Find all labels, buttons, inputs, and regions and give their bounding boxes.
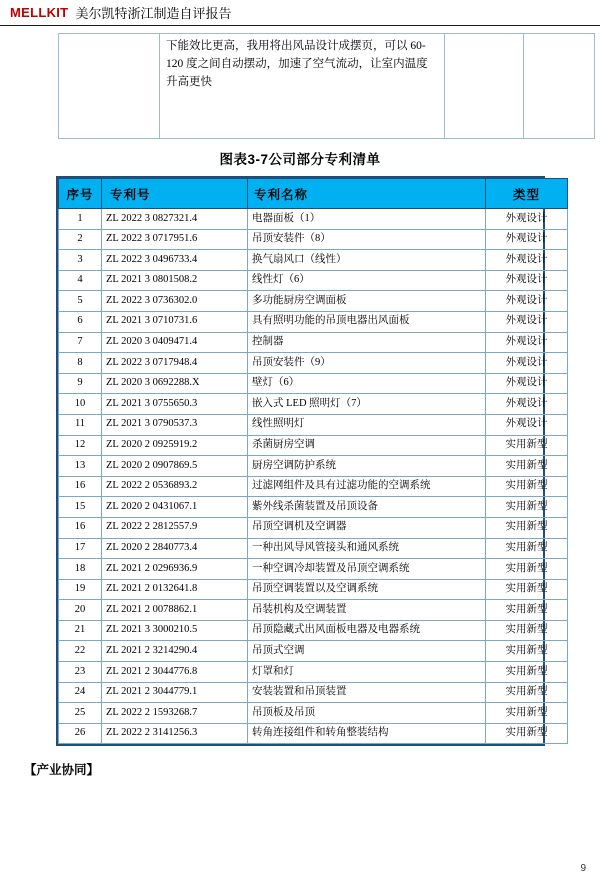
cell-number: ZL 2022 3 0717948.4 [102,353,248,374]
cell-no: 21 [59,620,102,641]
table-row [59,209,568,230]
cell-type: 实用新型 [486,579,568,600]
cell-no: 18 [59,559,102,580]
table-row [59,332,568,353]
cell-type: 实用新型 [486,435,568,456]
cell-name: 嵌入式 LED 照明灯（7） [248,394,486,415]
cell-number: ZL 2021 3 0755650.3 [102,394,248,415]
table-row [59,579,568,600]
cell-number: ZL 2021 2 3214290.4 [102,641,248,662]
cell-no: 11 [59,414,102,435]
cell-type: 实用新型 [486,600,568,621]
cell-no: 24 [59,682,102,703]
cell-type: 外观设计 [486,311,568,332]
section-tag: 【产业协同】 [24,763,100,777]
brand-logo: MELLKIT [10,5,69,20]
cell-name: 线性灯（6） [248,270,486,291]
cell-type: 外观设计 [486,394,568,415]
cell-type: 外观设计 [486,414,568,435]
cell-name: 灯罩和灯 [248,662,486,683]
table-row [59,497,568,518]
cell-name: 安装装置和吊顶装置 [248,682,486,703]
continued-cell-a [59,34,160,139]
cell-type: 实用新型 [486,476,568,497]
cell-name: 吊顶式空调 [248,641,486,662]
cell-name: 厨房空调防护系统 [248,456,486,477]
cell-number: ZL 2021 2 3044779.1 [102,682,248,703]
cell-number: ZL 2020 2 0925919.2 [102,435,248,456]
cell-no: 6 [59,311,102,332]
continued-cell-b: 下能效比更高，我用将出风品设计成摆页，可以 60-120 度之间自动摆动，加速了空气流动，让室内温度升高更快 [160,34,445,139]
cell-number: ZL 2021 2 3044776.8 [102,662,248,683]
cell-no: 22 [59,641,102,662]
cell-number: ZL 2021 2 0296936.9 [102,559,248,580]
cell-name: 吊顶板及吊顶 [248,703,486,724]
cell-no: 23 [59,662,102,683]
cell-no: 20 [59,600,102,621]
cell-type: 实用新型 [486,662,568,683]
cell-number: ZL 2022 3 0717951.6 [102,229,248,250]
cell-no: 1 [59,209,102,230]
cell-no: 4 [59,270,102,291]
table-row [59,662,568,683]
cell-number: ZL 2022 2 1593268.7 [102,703,248,724]
table-row [59,34,595,139]
table-row [59,476,568,497]
patent-table-container [56,176,548,746]
cell-number: ZL 2020 2 0907869.5 [102,456,248,477]
cell-name: 过滤网组件及具有过滤功能的空调系统 [248,476,486,497]
cell-number: ZL 2021 3 0801508.2 [102,270,248,291]
cell-name: 吊顶空调机及空调器 [248,517,486,538]
cell-number: ZL 2021 2 0078862.1 [102,600,248,621]
cell-type: 实用新型 [486,517,568,538]
cell-no: 13 [59,456,102,477]
cell-number: ZL 2020 3 0409471.4 [102,332,248,353]
table-row [59,435,568,456]
cell-number: ZL 2022 3 0827321.4 [102,209,248,230]
cell-type: 外观设计 [486,229,568,250]
cell-name: 吊顶隐藏式出风面板电器及电器系统 [248,620,486,641]
column-header-no: 序号 [59,179,102,209]
cell-type: 实用新型 [486,620,568,641]
table-header-row [59,179,568,209]
cell-number: ZL 2020 2 2840773.4 [102,538,248,559]
column-header-name: 专利名称 [248,179,486,209]
continued-cell-c [445,34,524,139]
cell-name: 具有照明功能的吊顶电器出风面板 [248,311,486,332]
cell-no: 7 [59,332,102,353]
cell-name: 一种空调冷却装置及吊顶空调系统 [248,559,486,580]
table-row [59,517,568,538]
cell-name: 换气扇风口（线性） [248,250,486,271]
table-row [59,311,568,332]
cell-name: 电器面板（1） [248,209,486,230]
cell-type: 外观设计 [486,250,568,271]
cell-name: 吊顶安装件（9） [248,353,486,374]
cell-type: 实用新型 [486,456,568,477]
cell-type: 实用新型 [486,723,568,744]
cell-type: 实用新型 [486,682,568,703]
column-header-type: 类型 [486,179,568,209]
table-row [59,620,568,641]
cell-number: ZL 2022 2 0536893.2 [102,476,248,497]
header-title: 美尔凯特浙江制造自评报告 [75,6,232,21]
patent-table-head [59,179,568,209]
cell-type: 外观设计 [486,332,568,353]
cell-no: 15 [59,497,102,518]
cell-type: 外观设计 [486,270,568,291]
table-row [59,229,568,250]
cell-type: 外观设计 [486,373,568,394]
cell-name: 多功能厨房空调面板 [248,291,486,312]
column-header-number: 专利号 [102,179,248,209]
cell-type: 实用新型 [486,559,568,580]
cell-no: 17 [59,538,102,559]
cell-number: ZL 2020 2 0431067.1 [102,497,248,518]
cell-name: 紫外线杀菌装置及吊顶设备 [248,497,486,518]
cell-type: 实用新型 [486,538,568,559]
cell-number: ZL 2022 3 0496733.4 [102,250,248,271]
page-number: 9 [580,863,586,874]
cell-type: 实用新型 [486,497,568,518]
cell-no: 3 [59,250,102,271]
table-row [59,373,568,394]
table-row [59,414,568,435]
cell-name: 杀菌厨房空调 [248,435,486,456]
cell-no: 19 [59,579,102,600]
table-row [59,682,568,703]
cell-number: ZL 2021 2 0132641.8 [102,579,248,600]
cell-type: 外观设计 [486,291,568,312]
cell-number: ZL 2021 3 0710731.6 [102,311,248,332]
table-row [59,723,568,744]
cell-no: 5 [59,291,102,312]
cell-name: 吊装机构及空调装置 [248,600,486,621]
continued-cell-d [524,34,595,139]
table-row [59,291,568,312]
table-row [59,559,568,580]
cell-no: 2 [59,229,102,250]
cell-no: 16 [59,517,102,538]
cell-no: 16 [59,476,102,497]
table-row [59,353,568,374]
cell-number: ZL 2020 3 0692288.X [102,373,248,394]
table-row [59,538,568,559]
figure-title: 图表3-7公司部分专利清单 [219,152,381,167]
cell-name: 一种出风导风管接头和通风系统 [248,538,486,559]
cell-name: 壁灯（6） [248,373,486,394]
patent-table [58,178,568,744]
cell-name: 控制器 [248,332,486,353]
cell-number: ZL 2021 3 3000210.5 [102,620,248,641]
cell-number: ZL 2022 2 3141256.3 [102,723,248,744]
page-header [0,0,600,26]
cell-name: 吊顶安装件（8） [248,229,486,250]
cell-no: 9 [59,373,102,394]
table-row [59,394,568,415]
table-row [59,600,568,621]
table-row [59,270,568,291]
cell-no: 26 [59,723,102,744]
cell-name: 转角连接组件和转角整装结构 [248,723,486,744]
cell-no: 8 [59,353,102,374]
cell-number: ZL 2021 3 0790537.3 [102,414,248,435]
cell-type: 实用新型 [486,703,568,724]
patent-table-body [59,209,568,744]
cell-name: 吊顶空调装置以及空调系统 [248,579,486,600]
table-row [59,456,568,477]
table-row [59,641,568,662]
cell-no: 10 [59,394,102,415]
cell-type: 外观设计 [486,353,568,374]
cell-no: 25 [59,703,102,724]
continued-table [58,33,595,139]
cell-number: ZL 2022 3 0736302.0 [102,291,248,312]
cell-type: 外观设计 [486,209,568,230]
cell-no: 12 [59,435,102,456]
table-row [59,250,568,271]
cell-type: 实用新型 [486,641,568,662]
cell-name: 线性照明灯 [248,414,486,435]
cell-number: ZL 2022 2 2812557.9 [102,517,248,538]
table-row [59,703,568,724]
